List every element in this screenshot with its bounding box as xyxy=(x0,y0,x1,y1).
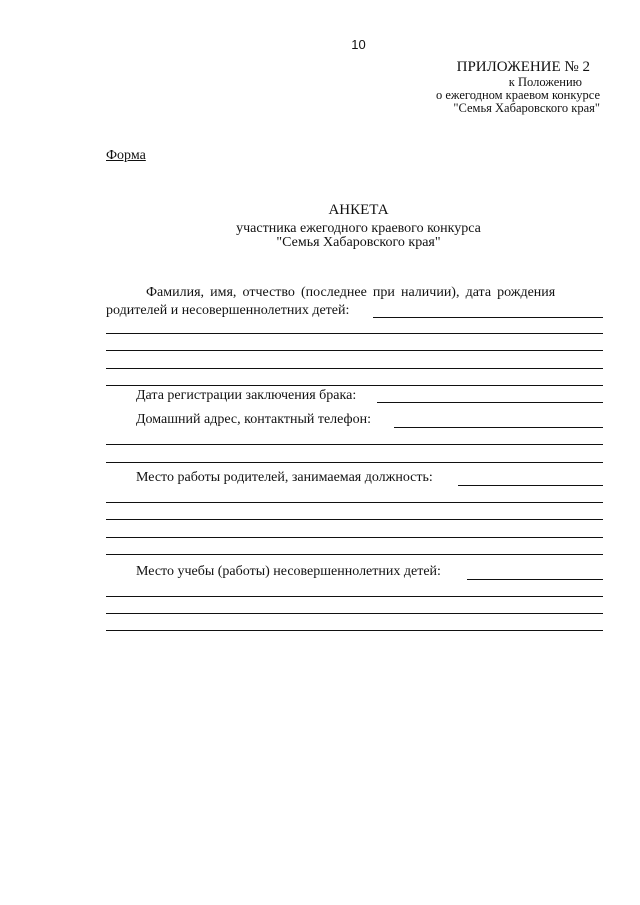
work-input-line[interactable] xyxy=(458,485,603,486)
study-blank-line[interactable] xyxy=(106,630,603,631)
work-blank-line[interactable] xyxy=(106,502,603,503)
appendix-header xyxy=(436,60,600,115)
contest-name: "Семья Хабаровского края" xyxy=(276,235,441,250)
form-label: Форма xyxy=(106,148,146,163)
work-label: Место работы родителей, занимаемая должность: xyxy=(136,470,433,485)
work-blank-line[interactable] xyxy=(106,537,603,538)
fio-blank-line[interactable] xyxy=(106,368,603,369)
study-blank-line[interactable] xyxy=(106,613,603,614)
marriage-date-input-line[interactable] xyxy=(377,402,603,403)
study-input-line[interactable] xyxy=(467,579,603,580)
study-blank-line[interactable] xyxy=(106,596,603,597)
work-blank-line[interactable] xyxy=(106,554,603,555)
appendix-title: ПРИЛОЖЕНИЕ № 2 xyxy=(456,59,590,75)
appendix-line-1: к Положению xyxy=(508,74,582,89)
address-label: Домашний адрес, контактный телефон: xyxy=(136,412,371,427)
fio-label-line1: Фамилия, имя, отчество (последнее при наличии), дата рождения xyxy=(146,285,556,300)
fio-blank-line[interactable] xyxy=(106,333,603,334)
questionnaire-subtitle: участника ежегодного краевого конкурса xyxy=(236,221,481,236)
fio-label-line2: родителей и несовершеннолетних детей: xyxy=(106,303,350,318)
fio-blank-line[interactable] xyxy=(106,385,603,386)
fio-input-line[interactable] xyxy=(373,317,603,318)
address-input-line[interactable] xyxy=(394,427,603,428)
study-label: Место учебы (работы) несовершеннолетних детей: xyxy=(136,564,441,579)
appendix-line-2: о ежегодном краевом конкурсе xyxy=(435,87,600,102)
page-number: 10 xyxy=(351,37,366,52)
address-blank-line[interactable] xyxy=(106,462,603,463)
questionnaire-title: АНКЕТА xyxy=(328,202,389,218)
marriage-date-label: Дата регистрации заключения брака: xyxy=(136,388,357,403)
fio-blank-line[interactable] xyxy=(106,350,603,351)
appendix-line-3: "Семья Хабаровского края" xyxy=(453,101,600,115)
work-blank-line[interactable] xyxy=(106,519,603,520)
address-blank-line[interactable] xyxy=(106,444,603,445)
